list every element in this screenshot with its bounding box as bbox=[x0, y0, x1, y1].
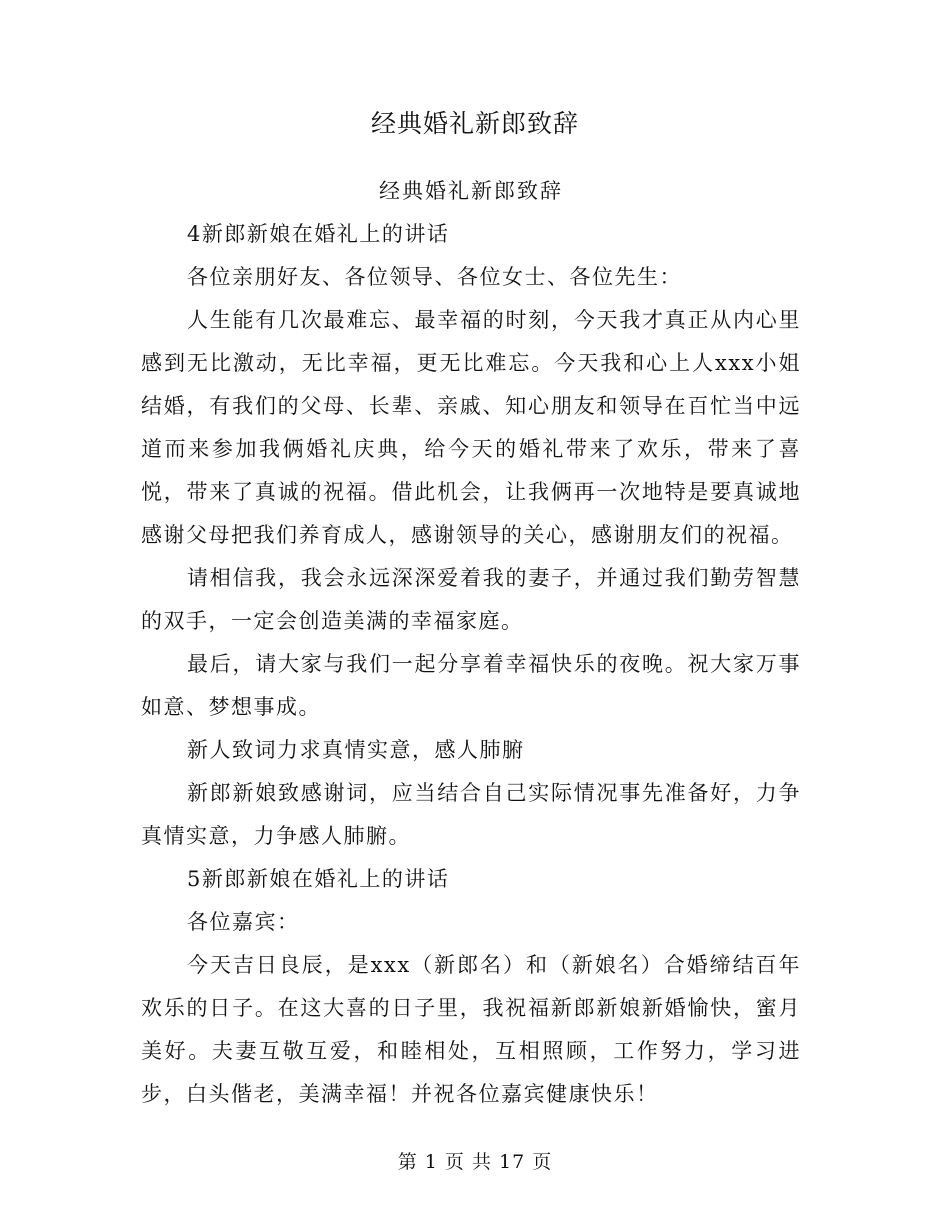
document-body bbox=[141, 170, 801, 1116]
paragraph-heading-5: 5新郎新娘在婚礼上的讲话 bbox=[187, 867, 450, 891]
paragraph-body: 请相信我，我会永远深深爱着我的妻子，并通过我们勤劳智慧的双手，一定会创造美满的幸福家庭。 bbox=[141, 566, 801, 633]
paragraph-body: 新郎新娘致感谢词，应当结合自己实际情况事先准备好，力争真情实意，力争感人肺腑。 bbox=[141, 781, 801, 848]
paragraph-tip-heading: 新人致词力求真情实意，感人肺腑 bbox=[187, 738, 525, 762]
paragraph-salutation-2: 各位嘉宾： bbox=[187, 910, 300, 934]
paragraph-body: 今天吉日良辰，是xxx（新郎名）和（新娘名）合婚缔结百年欢乐的日子。在这大喜的日子里，我祝福新郎新娘新婚愉快，蜜月美好。夫妻互敬互爱，和睦相处，互相照顾，工作努力，学习进步，白头偕老，美满幸福！并祝各位嘉宾健康快乐！ bbox=[141, 953, 801, 1106]
paragraph-salutation-1: 各位亲朋好友、各位领导、各位女士、各位先生： bbox=[187, 265, 682, 289]
paragraph-body: 最后，请大家与我们一起分享着幸福快乐的夜晚。祝大家万事如意、梦想事成。 bbox=[141, 652, 801, 719]
page-number: 第 1 页 共 17 页 bbox=[397, 1151, 553, 1173]
paragraph-body: 人生能有几次最难忘、最幸福的时刻，今天我才真正从内心里感到无比激动，无比幸福，更无比难忘。今天我和心上人xxx小姐结婚，有我们的父母、长辈、亲戚、知心朋友和领导在百忙当中远道而来参加我俩婚礼庆典，给今天的婚礼带来了欢乐，带来了喜悦，带来了真诚的祝福。借此机会，让我俩再一次地特是要真诚地感谢父母把我们养育成人，感谢领导的关心，感谢朋友们的祝福。 bbox=[141, 308, 801, 547]
document-subtitle: 经典婚礼新郎致辞 bbox=[379, 179, 563, 203]
paragraph-heading-4: 4新郎新娘在婚礼上的讲话 bbox=[187, 222, 450, 246]
page-title: 经典婚礼新郎致辞 bbox=[370, 109, 579, 138]
